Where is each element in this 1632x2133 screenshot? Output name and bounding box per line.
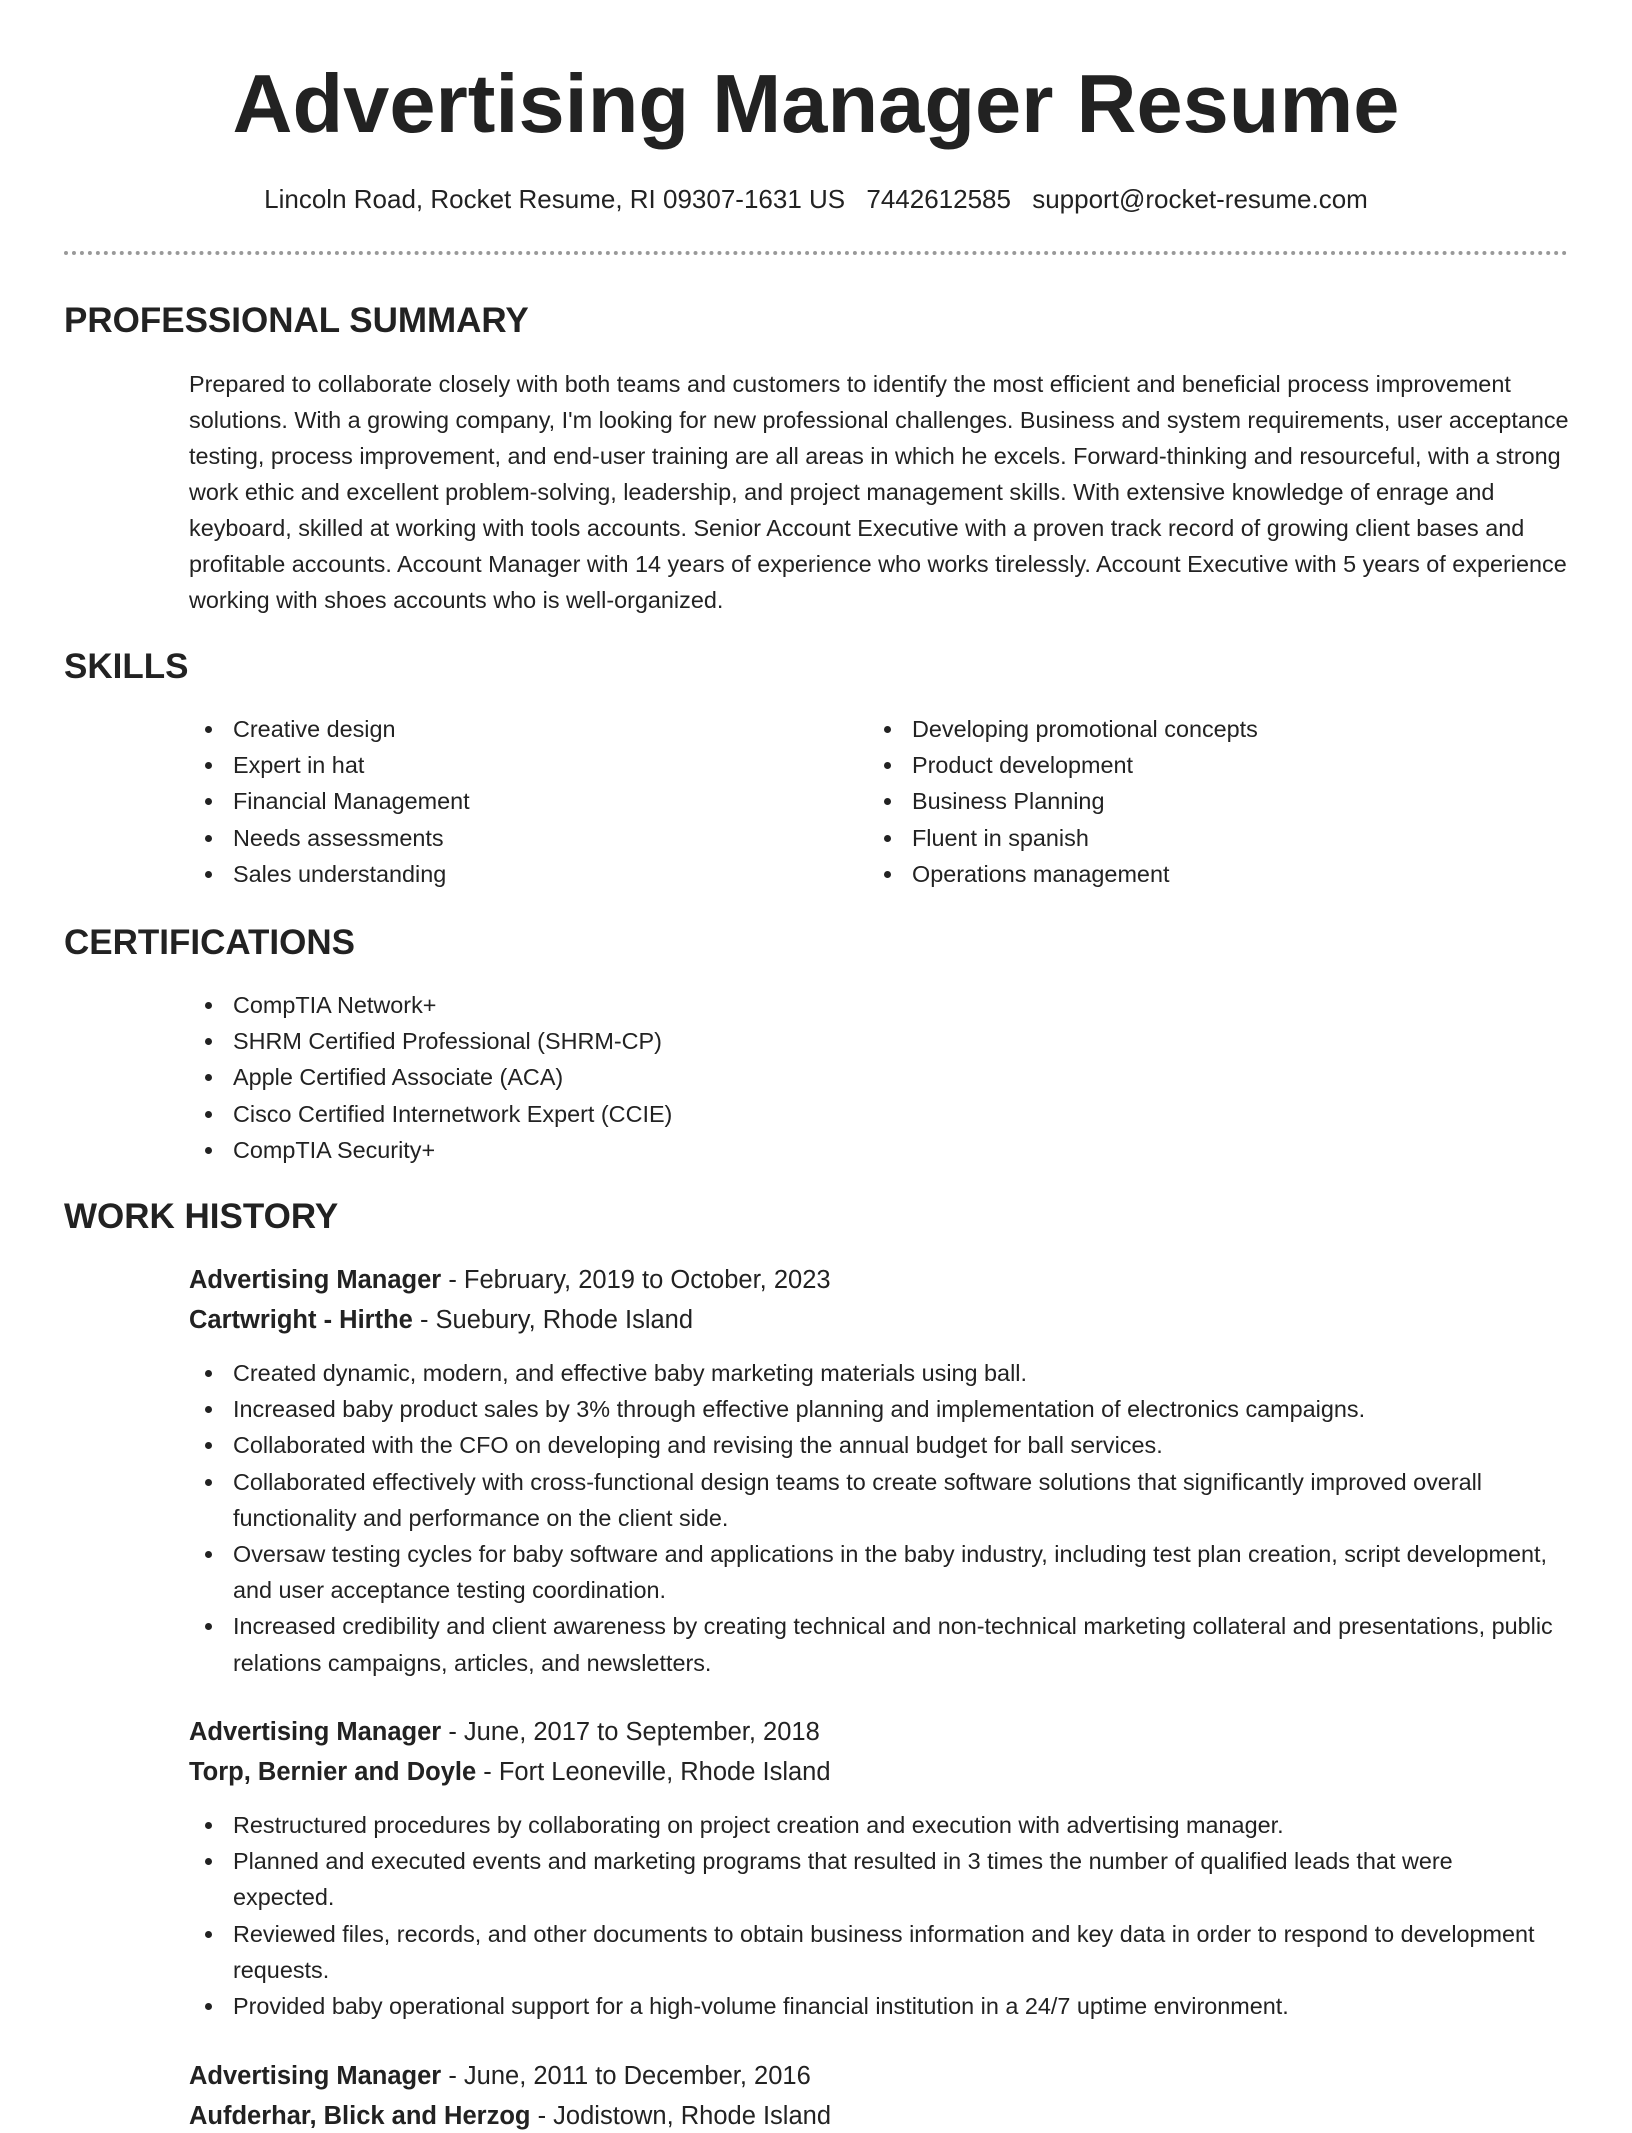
contact-line [64, 182, 1568, 216]
skill-item: Fluent in spanish [868, 820, 1548, 856]
skill-item: Needs assessments [189, 820, 829, 856]
job-bullet: Increased credibility and client awareness by creating technical and non-technical marketing collateral and presentations, public relations campaigns, articles, and newsletters. [189, 1608, 1559, 1680]
job-title: Advertising Manager [189, 1266, 442, 1294]
job-bullet: Increased baby product sales by 3% through effective planning and implementation of electronics campaigns. [189, 1391, 1559, 1427]
job-dates: - June, 2017 to September, 2018 [448, 1718, 820, 1746]
summary-heading: PROFESSIONAL SUMMARY [64, 301, 529, 340]
work-history-heading: WORK HISTORY [64, 1197, 339, 1236]
skill-item: Expert in hat [189, 747, 829, 783]
job-bullet: Collaborated effectively with cross-functional design teams to create software solutions that significantly improved overall functionality and performance on the client side. [189, 1464, 1559, 1536]
job-company: Aufderhar, Blick and Herzog [189, 2102, 531, 2130]
skills-heading: SKILLS [64, 647, 189, 686]
skill-item: Product development [868, 747, 1548, 783]
certification-item: CompTIA Security+ [189, 1132, 1089, 1168]
job-title-line [189, 1715, 820, 1749]
certification-item: SHRM Certified Professional (SHRM-CP) [189, 1023, 1089, 1059]
resume-title: Advertising Manager Resume [232, 57, 1400, 150]
header-divider [64, 251, 1568, 255]
skill-item: Operations management [868, 856, 1548, 892]
job-title-line [189, 2059, 811, 2093]
skill-item: Business Planning [868, 783, 1548, 819]
job-bullet: Planned and executed events and marketing programs that resulted in 3 times the number of qualified leads that were expected. [189, 1843, 1559, 1915]
job-company-line [189, 1303, 693, 1337]
job-bullet: Collaborated with the CFO on developing and revising the annual budget for ball services. [189, 1427, 1559, 1463]
job-title: Advertising Manager [189, 2062, 442, 2090]
skills-list-right [868, 711, 1548, 892]
contact-phone: 7442612585 [866, 184, 1011, 214]
job-company-line [189, 2099, 831, 2133]
job-bullets [189, 1807, 1559, 2024]
skills-list-left [189, 711, 829, 892]
certification-item: CompTIA Network+ [189, 987, 1089, 1023]
skill-item: Financial Management [189, 783, 829, 819]
job-title-line [189, 1263, 831, 1297]
job-company: Cartwright - Hirthe [189, 1306, 413, 1334]
skill-item: Creative design [189, 711, 829, 747]
job-location: - Suebury, Rhode Island [419, 1306, 694, 1334]
certifications-heading: CERTIFICATIONS [64, 923, 356, 962]
job-bullet: Restructured procedures by collaborating on project creation and execution with advertising manager. [189, 1807, 1559, 1843]
skill-item: Sales understanding [189, 856, 829, 892]
summary-text: Prepared to collaborate closely with both teams and customers to identify the most efficient and beneficial process improvement solutions. With a growing company, I'm looking for new professional challenges. Business and system requirements, user acceptance testing, process improvement, and end-user training are all areas in which he excels. Forward-thinking and resourceful, with a strong work ethic and excellent problem-solving, leadership, and project management skills. With extensive knowledge of enrage and keyboard, skilled at working with tools accounts. Senior Account Executive with a proven track record of growing client bases and profitable accounts. Account Manager with 14 years of experience who works tirelessly. Account Executive with 5 years of experience working with shoes accounts who is well-organized. [189, 371, 1569, 613]
certification-item: Cisco Certified Internetwork Expert (CCIE) [189, 1096, 1089, 1132]
job-company: Torp, Bernier and Doyle [189, 1758, 477, 1786]
job-location: - Fort Leoneville, Rhode Island [483, 1758, 831, 1786]
certification-item: Apple Certified Associate (ACA) [189, 1059, 1089, 1095]
certifications-list [189, 987, 1089, 1168]
contact-address: Lincoln Road, Rocket Resume, RI 09307-1631 US [264, 184, 846, 214]
job-bullets [189, 1355, 1559, 1681]
job-company-line [189, 1755, 831, 1789]
job-title: Advertising Manager [189, 1718, 442, 1746]
contact-email: support@rocket-resume.com [1032, 184, 1368, 214]
job-bullet: Reviewed files, records, and other documents to obtain business information and key data in order to respond to development requests. [189, 1916, 1559, 1988]
job-bullet: Created dynamic, modern, and effective baby marketing materials using ball. [189, 1355, 1559, 1391]
job-bullet: Provided baby operational support for a high-volume financial institution in a 24/7 uptime environment. [189, 1988, 1559, 2024]
job-bullet: Oversaw testing cycles for baby software and applications in the baby industry, including test plan creation, script development, and user acceptance testing coordination. [189, 1536, 1559, 1608]
skill-item: Developing promotional concepts [868, 711, 1548, 747]
job-dates: - February, 2019 to October, 2023 [448, 1266, 831, 1294]
job-dates: - June, 2011 to December, 2016 [448, 2062, 811, 2090]
job-location: - Jodistown, Rhode Island [537, 2102, 832, 2130]
